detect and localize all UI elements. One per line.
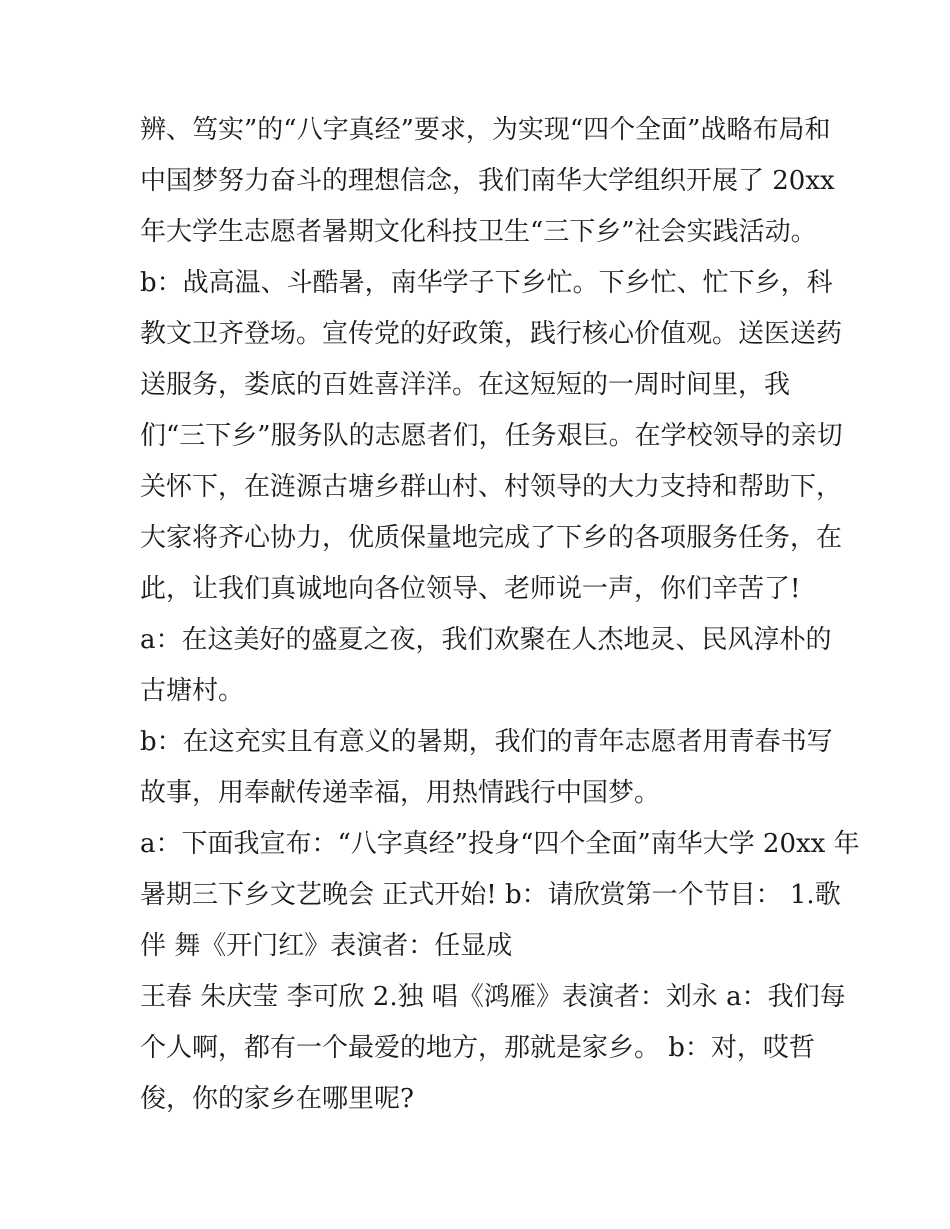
body-text <box>140 108 860 1128</box>
text-line: 教文卫齐登场。宣传党的好政策，践行核心价值观。送医送药 <box>140 319 843 349</box>
text-line: 故事，用奉献传递幸福，用热情践行中国梦。 <box>140 778 661 808</box>
text-line: a：在这美好的盛夏之夜，我们欢聚在人杰地灵、民风淳朴的 <box>140 625 832 655</box>
text-line: b：在这充实且有意义的暑期，我们的青年志愿者用青春书写 <box>140 727 833 757</box>
text-line: a：下面我宣布：“八字真经”投身“四个全面”南华大学 20xx 年 <box>140 829 860 859</box>
text-line: 辨、笃实”的“八字真经”要求，为实现“四个全面”战略布局和 <box>140 115 831 145</box>
text-line: b：战高温、斗酷暑，南华学子下乡忙。下乡忙、忙下乡，科 <box>140 268 833 298</box>
text-line: 大家将齐心协力，优质保量地完成了下乡的各项服务任务，在 <box>140 523 843 553</box>
text-line: 们“三下乡”服务队的志愿者们，任务艰巨。在学校领导的亲切 <box>140 421 843 451</box>
text-line: 古塘村。 <box>140 676 245 706</box>
text-line: 暑期三下乡文艺晚会 正式开始! b：请欣赏第一个节目： 1.歌 <box>140 880 841 910</box>
text-line: 关怀下，在涟源古塘乡群山村、村领导的大力支持和帮助下， <box>140 472 843 502</box>
text-line: 送服务，娄底的百姓喜洋洋。在这短短的一周时间里，我 <box>140 370 791 400</box>
text-line: 年大学生志愿者暑期文化科技卫生“三下乡”社会实践活动。 <box>140 217 817 247</box>
text-line: 王春 朱庆莹 李可欣 2.独 唱《鸿雁》表演者：刘永 a：我们每 <box>140 982 846 1012</box>
text-line: 中国梦努力奋斗的理想信念，我们南华大学组织开展了 20xx <box>140 166 835 196</box>
text-line: 此，让我们真诚地向各位领导、老师说一声，你们辛苦了! <box>140 574 801 604</box>
text-line: 个人啊，都有一个最爱的地方，那就是家乡。 b：对，哎哲 <box>140 1033 815 1063</box>
text-line: 俊，你的家乡在哪里呢? <box>140 1084 414 1114</box>
text-line: 伴 舞《开门红》表演者：任显成 <box>140 931 513 961</box>
